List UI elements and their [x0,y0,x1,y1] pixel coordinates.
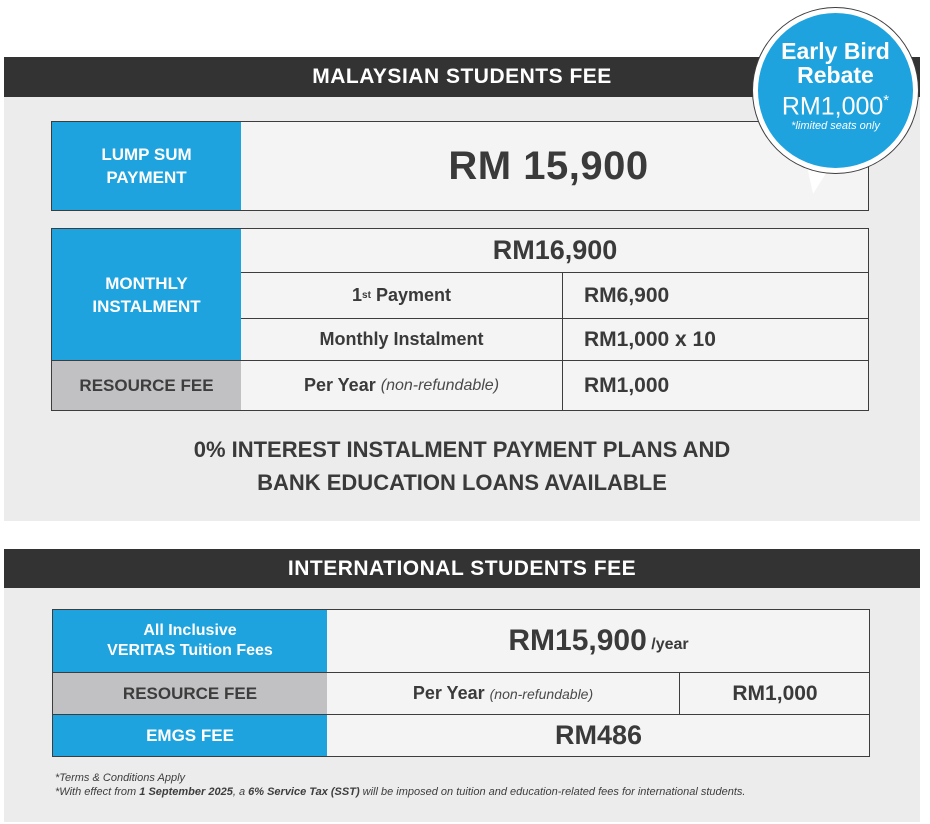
malaysian-fee-title: MALAYSIAN STUDENTS FEE [4,57,920,97]
sst-text-3: will be imposed on tuition and education-related fees for international students. [359,786,746,798]
rebate-amount-value: RM1,000 [781,92,884,121]
notice-line1: 0% INTEREST INSTALMENT PAYMENT PLANS AND [193,437,731,462]
rebate-asterisk: * [883,92,890,109]
lump-sum-label-line1: LUMP SUM [101,145,192,164]
sst-tax: 6% Service Tax (SST) [248,786,360,798]
tuition-label-line2: VERITAS Tuition Fees [107,642,273,659]
tuition-label-line1: All Inclusive [143,622,237,639]
footnotes [55,771,915,799]
intl-per-year-text: Per Year [412,683,485,703]
lump-sum-label [52,122,241,210]
first-payment-label [241,273,562,318]
lump-sum-amount: RM 15,900 [448,143,649,188]
monthly-instalment-label [52,229,241,360]
tuition-amount-value: RM15,900 [508,624,647,657]
tuition-label [53,610,327,672]
tuition-amount [327,610,870,672]
intl-resource-fee-label: RESOURCE FEE [53,673,327,714]
intl-resource-fee-amount: RM1,000 [732,681,818,705]
rebate-amount [758,87,913,120]
rebate-line1: Early Bird [781,38,890,64]
first-payment-sup: st [362,290,371,301]
rebate-note: *limited seats only [791,120,880,133]
notice-line2: BANK EDUCATION LOANS AVAILABLE [257,470,667,495]
resource-per-year [241,361,562,410]
monthly-label-line1: MONTHLY [105,273,188,293]
interest-notice [4,433,920,499]
first-payment-amount: RM6,900 [584,283,670,307]
emgs-fee-label: EMGS FEE [53,715,327,756]
monthly-label-line2: INSTALMENT [92,296,201,316]
resource-fee-amount: RM1,000 [584,373,670,397]
early-bird-rebate-badge [753,8,918,173]
intl-resource-per-year [327,673,679,714]
monthly-instalment-row-label: Monthly Instalment [319,329,484,349]
first-payment-text: Payment [375,285,451,305]
sst-text-1: *With effect from [55,786,140,798]
first-payment-ordinal: 1 [352,285,363,305]
resource-fee-label: RESOURCE FEE [52,361,241,410]
sst-date: 1 September 2025 [139,786,233,798]
emgs-fee-amount: RM486 [554,720,643,750]
monthly-total-amount: RM16,900 [492,235,618,265]
tuition-unit: /year [651,636,689,653]
sst-text-2: , a [232,786,249,798]
rebate-title [758,13,913,87]
international-fee-title: INTERNATIONAL STUDENTS FEE [4,549,920,588]
lump-sum-label-line2: PAYMENT [106,168,187,187]
intl-non-refundable-note: (non-refundable) [489,685,594,702]
terms-footnote: *Terms & Conditions Apply [55,772,186,784]
monthly-instalment-amount: RM1,000 x 10 [584,327,716,351]
divider [562,272,563,411]
per-year-text: Per Year [303,375,376,395]
non-refundable-note: (non-refundable) [380,376,500,394]
international-fee-panel [4,549,920,822]
rebate-line2: Rebate [797,62,874,88]
sst-footnote [55,785,915,799]
